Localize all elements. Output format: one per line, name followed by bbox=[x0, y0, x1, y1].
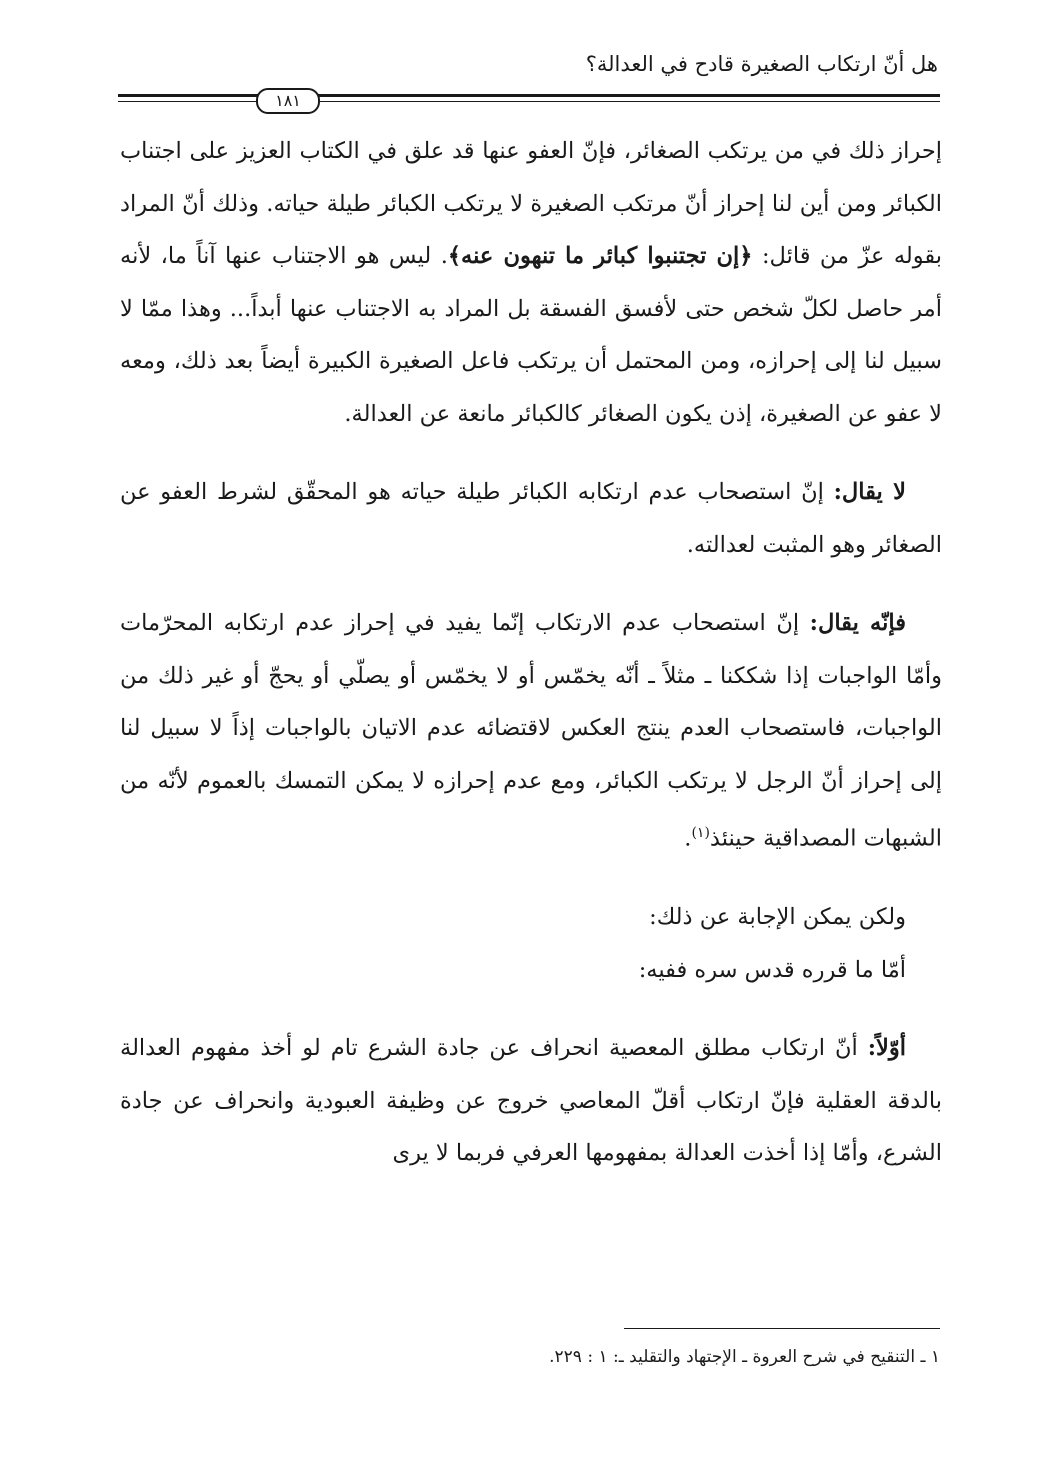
paragraph-5: أمّا ما قرره قدس سره ففيه: bbox=[638, 956, 906, 983]
paragraph-6 bbox=[120, 1022, 942, 1180]
first-point-lead: أوّلاً: bbox=[867, 1035, 906, 1061]
footnote: ١ ـ التنقيح في شرح العروة ـ الإجتهاد والتقليد ـ: ١ : ٢٢٩. bbox=[549, 1347, 940, 1367]
footnote-separator bbox=[624, 1328, 940, 1329]
main-text bbox=[120, 125, 942, 1206]
paragraph-2 bbox=[120, 466, 942, 571]
paragraph-3 bbox=[120, 597, 942, 865]
footnote-reference[interactable]: (١) bbox=[691, 825, 710, 841]
paragraph-1-part-2: . ليس هو الاجتناب عنها آناً ما، لأنه أمر حاصل لكلّ شخص حتى لأفسق الفسقة بل المراد به الاجتناب عنها أبداً... وهذا ممّا لا سبيل لنا إلى إحرازه، ومن المحتمل أن يرتكب فاعل الصغيرة الكبيرة أيضاً بعد ذلك، ومعه لا عفو عن الصغيرة، إذن يكون الصغائر كالكبائر مانعة عن العدالة. bbox=[120, 243, 942, 427]
running-title: هل أنّ ارتكاب الصغيرة قادح في العدالة؟ bbox=[585, 52, 938, 76]
first-point-text: أنّ ارتكاب مطلق المعصية انحراف عن جادة الشرع تام لو أخذ مفهوم العدالة بالدقة العقلية فإنّ ارتكاب أقلّ المعاصي خروج عن وظيفة العبودية وانحراف عن جادة الشرع، وأمّا إذا أخذت العدالة بمفهومها العرفي فربما لا يرى bbox=[120, 1035, 942, 1166]
response-end: . bbox=[684, 825, 692, 852]
header-rule bbox=[118, 88, 940, 112]
page-number: ١٨١ bbox=[256, 88, 320, 114]
paragraph-4: ولكن يمكن الإجابة عن ذلك: bbox=[649, 904, 906, 930]
paragraph-1 bbox=[120, 125, 942, 440]
paragraph-1-part-1: إحراز ذلك في من يرتكب الصغائر، فإنّ العفو عنها قد علق في الكتاب العزيز على اجتناب الكبائر ومن أين لنا إحراز أنّ مرتكب الصغيرة لا يرتكب الكبائر طيلة حياته. وذلك أنّ المراد بقوله عزّ من قائل: bbox=[120, 138, 942, 269]
header-rule-thin bbox=[118, 101, 940, 102]
objection-lead: لا يقال: bbox=[833, 479, 906, 505]
objection-text: إنّ استصحاب عدم ارتكابه الكبائر طيلة حياته هو المحقّق لشرط العفو عن الصغائر وهو المثبت لعدالته. bbox=[120, 479, 942, 558]
response-text: إنّ استصحاب عدم الارتكاب إنّما يفيد في إحراز عدم ارتكابه المحرّمات وأمّا الواجبات إذا شككنا ـ مثلاً ـ أنّه يخمّس أو لا يخمّس أو يصلّي أو يحجّ أو غير ذلك من الواجبات، فاستصحاب العدم ينتج العكس لاقتضائه عدم الاتيان بالواجبات إذاً لا سبيل لنا إلى إحراز أنّ الرجل لا يرتكب الكبائر، ومع عدم إحرازه لا يمكن التمسك بالعموم لأنّه من الشبهات المصداقية حينئذ bbox=[120, 610, 942, 852]
quran-verse: ﴿إن تجتنبوا كبائر ما تنهون عنه﴾ bbox=[447, 243, 753, 269]
response-lead: فإنّه يقال: bbox=[809, 610, 906, 636]
header-rule-thick bbox=[118, 94, 940, 97]
